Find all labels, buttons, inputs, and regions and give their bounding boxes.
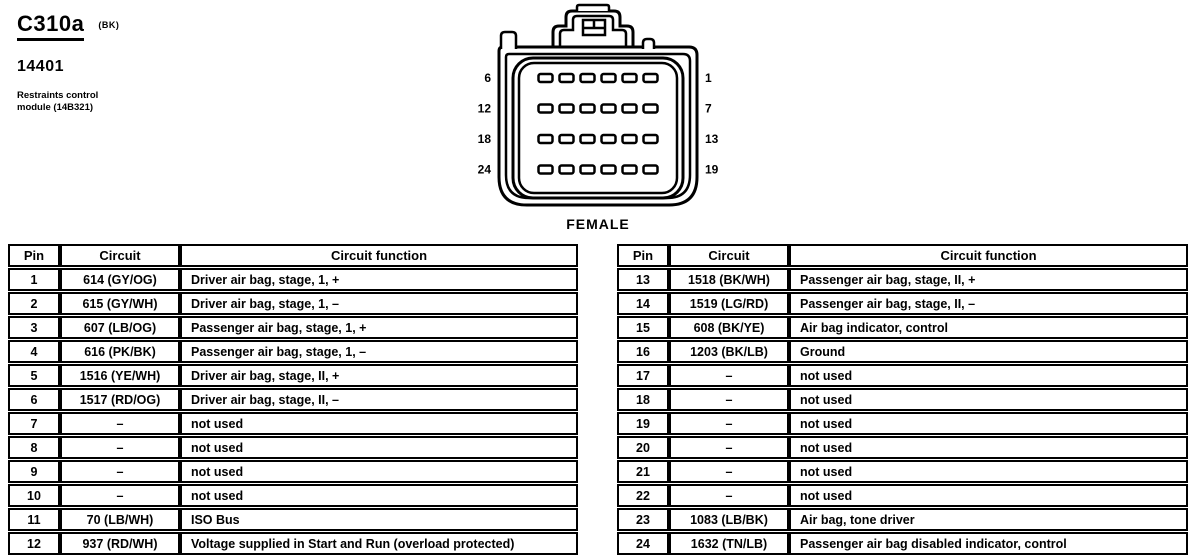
pin-cell: 9 [8,460,60,483]
pin-slot [644,166,658,174]
part-number: 14401 [17,58,64,75]
circuit-cell: 607 (LB/OG) [60,316,180,339]
circuit-cell: 70 (LB/WH) [60,508,180,531]
pin-table-row [617,388,1188,411]
circuit-column-header: Circuit [669,244,789,267]
pin-table-row [8,412,578,435]
pin-table-row [617,532,1188,555]
pin-slot [602,166,616,174]
pin-table-right [617,243,1188,555]
connector-color-code: (BK) [98,20,120,30]
circuit-function-cell: Voltage supplied in Start and Run (overload protected) [180,532,578,555]
pin-slot [560,166,574,174]
pin-table-right-head [617,244,1188,267]
circuit-cell: – [60,436,180,459]
pin-slot [623,105,637,113]
pin-slot [602,135,616,143]
pin-slot [644,135,658,143]
circuit-cell: 1203 (BK/LB) [669,340,789,363]
pin-row-label-right-4: 19 [705,162,719,177]
circuit-cell: – [669,484,789,507]
pin-cell: 15 [617,316,669,339]
pin-table-row [617,364,1188,387]
circuit-function-cell: Air bag, tone driver [789,508,1188,531]
circuit-function-cell: Driver air bag, stage, 1, + [180,268,578,291]
circuit-function-cell: not used [789,460,1188,483]
pin-slot [581,166,595,174]
pin-slot [539,105,553,113]
circuit-function-cell: not used [789,484,1188,507]
pin-slot [602,74,616,82]
circuit-function-cell: not used [180,484,578,507]
shell-left-tab [501,32,516,49]
circuit-cell: – [60,412,180,435]
pin-slot [602,105,616,113]
circuit-cell: – [669,436,789,459]
pin-cell: 20 [617,436,669,459]
pin-cell: 4 [8,340,60,363]
circuit-cell: 937 (RD/WH) [60,532,180,555]
pin-table-row [617,412,1188,435]
pin-table-row [8,316,578,339]
pin-row-label-right-3: 13 [705,132,719,146]
header-row [617,244,1188,267]
pin-table-row [8,484,578,507]
circuit-cell: 1517 (RD/OG) [60,388,180,411]
circuit-function-cell: Driver air bag, stage, II, – [180,388,578,411]
pin-row-label-left-2: 12 [477,101,491,116]
circuit-cell: 1083 (LB/BK) [669,508,789,531]
circuit-function-cell: Passenger air bag, stage, II, – [789,292,1188,315]
pin-cell: 24 [617,532,669,555]
circuit-function-cell: not used [180,412,578,435]
circuit-cell: – [669,364,789,387]
pin-table-row [617,460,1188,483]
pin-row-label-left-1: 6 [484,71,491,85]
pin-cell: 10 [8,484,60,507]
pin-cell: 5 [8,364,60,387]
circuit-function-cell: Passenger air bag, stage, 1, + [180,316,578,339]
pin-table-right-body [617,268,1188,555]
header-row [8,244,578,267]
pin-table-row [617,268,1188,291]
pin-row-label-left-3: 18 [477,132,491,146]
pin-table-left [8,243,578,555]
circuit-function-column-header: Circuit function [180,244,578,267]
pin-slot [539,166,553,174]
pin-cell: 11 [8,508,60,531]
circuit-function-cell: not used [180,460,578,483]
pin-cell: 7 [8,412,60,435]
module-description-line2: module (14B321) [17,102,94,113]
pin-slot [560,105,574,113]
pin-cell: 19 [617,412,669,435]
module-description [17,90,119,114]
pin-table-row [8,508,578,531]
circuit-function-cell: Passenger air bag disabled indicator, control [789,532,1188,555]
pin-slot [644,105,658,113]
pin-table-row [617,484,1188,507]
circuit-cell: 608 (BK/YE) [669,316,789,339]
pin-slot [560,74,574,82]
pin-table-row [8,388,578,411]
pin-cell: 3 [8,316,60,339]
pin-cell: 2 [8,292,60,315]
circuit-cell: – [60,484,180,507]
circuit-function-cell: ISO Bus [180,508,578,531]
module-description-line1: Restraints control [17,90,99,101]
latch-top-tab [577,5,609,11]
pin-column-header: Pin [617,244,669,267]
circuit-function-cell: Driver air bag, stage, 1, – [180,292,578,315]
pin-slot [581,135,595,143]
pin-slot [560,135,574,143]
pin-table-row [617,292,1188,315]
connector-gender-label: FEMALE [566,216,630,232]
pin-table-row [617,316,1188,339]
circuit-function-cell: not used [180,436,578,459]
pin-cell: 16 [617,340,669,363]
pin-cell: 12 [8,532,60,555]
connector-drawing [447,0,747,240]
pin-slot [623,74,637,82]
pin-table-row [617,436,1188,459]
circuit-function-cell: Ground [789,340,1188,363]
circuit-function-cell: not used [789,388,1188,411]
shell-right-notch [643,39,654,49]
circuit-cell: 1519 (LG/RD) [669,292,789,315]
circuit-cell: – [669,460,789,483]
circuit-function-cell: not used [789,436,1188,459]
pin-table-row [8,532,578,555]
pin-table-row [8,340,578,363]
pin-slot [623,135,637,143]
circuit-function-column-header: Circuit function [789,244,1188,267]
circuit-cell: 615 (GY/WH) [60,292,180,315]
pin-table-row [8,436,578,459]
circuit-function-cell: Driver air bag, stage, II, + [180,364,578,387]
pin-slot [581,74,595,82]
header-block [17,11,120,114]
pin-cell: 21 [617,460,669,483]
circuit-cell: 1632 (TN/LB) [669,532,789,555]
pin-cell: 22 [617,484,669,507]
pin-cell: 8 [8,436,60,459]
connector-id: C310a [17,14,84,41]
circuit-cell: – [669,388,789,411]
pin-table-row [8,364,578,387]
circuit-function-cell: not used [789,412,1188,435]
pin-column-header: Pin [8,244,60,267]
pin-row-label-left-4: 24 [477,162,491,177]
pin-table-row [8,292,578,315]
pin-slot [581,105,595,113]
pin-table-row [8,460,578,483]
pin-cell: 18 [617,388,669,411]
pin-table-left-head [8,244,578,267]
circuit-cell: – [669,412,789,435]
pin-slot [623,166,637,174]
pin-cell: 1 [8,268,60,291]
circuit-cell: – [60,460,180,483]
circuit-cell: 614 (GY/OG) [60,268,180,291]
pin-slot [539,135,553,143]
pin-row-label-right-1: 1 [705,71,712,85]
circuit-cell: 1518 (BK/WH) [669,268,789,291]
pin-table-row [617,508,1188,531]
pin-slot [539,74,553,82]
pin-cell: 23 [617,508,669,531]
circuit-function-cell: Air bag indicator, control [789,316,1188,339]
connector-figure [447,0,747,240]
pin-table-left-body [8,268,578,555]
circuit-cell: 616 (PK/BK) [60,340,180,363]
pin-table-row [8,268,578,291]
pin-cell: 17 [617,364,669,387]
pin-cell: 13 [617,268,669,291]
circuit-function-cell: Passenger air bag, stage, 1, – [180,340,578,363]
pin-row-label-right-2: 7 [705,101,712,116]
pin-cell: 6 [8,388,60,411]
circuit-column-header: Circuit [60,244,180,267]
pin-slot [644,74,658,82]
circuit-function-cell: not used [789,364,1188,387]
pin-cell: 14 [617,292,669,315]
pin-table-row [617,340,1188,363]
circuit-function-cell: Passenger air bag, stage, II, + [789,268,1188,291]
circuit-cell: 1516 (YE/WH) [60,364,180,387]
